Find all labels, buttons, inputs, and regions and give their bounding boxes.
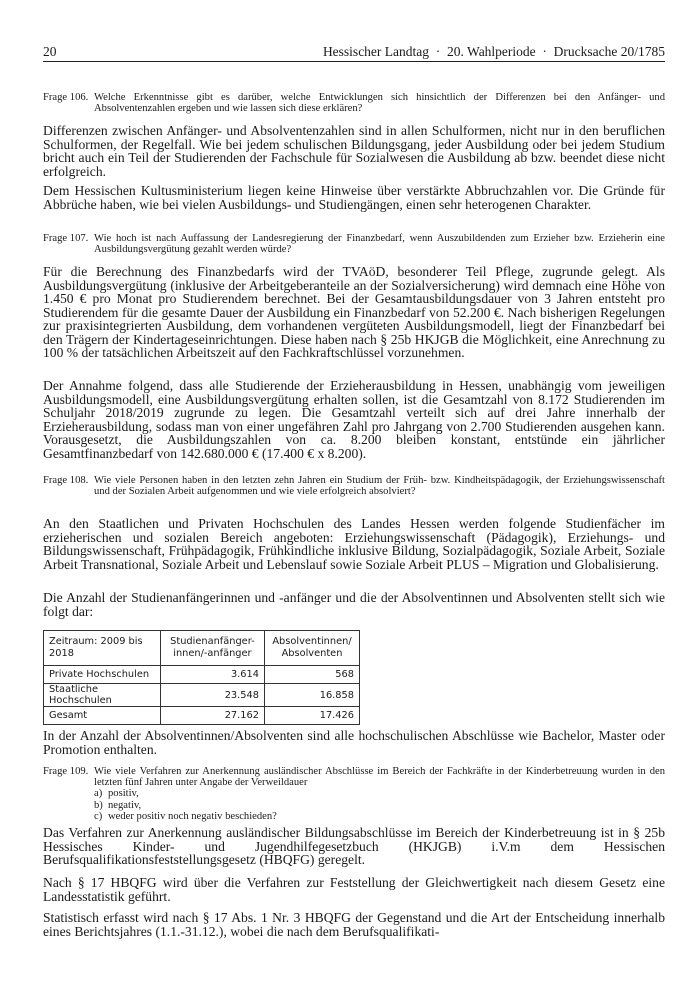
question-text: Welche Erkenntnisse gibt es darüber, welche Entwicklungen sich hinsichtlich der Differenzen bei den Anfänger- und Absolventenzahlen ergeben und wie lassen sich diese erklären? [94,92,665,115]
answer-paragraph: Für die Berechnung des Finanzbedarfs wird der TVAöD, besonderer Teil Pflege, zugrunde gelegt. Als Ausbildungsvergütung (inklusive der Arbeitgeberanteile an der Sozialversicherung) wird demnach eine Höhe von 1.450 € pro Monat pro Studierendem berechnet. Bei der Gesamtausbildungsdauer von 3 Jahren entsteht pro Studierendem für die gesamte Dauer der Ausbildung ein Finanzbedarf von 52.200 €. Nach bisherigen Regelungen zur praxisintegrierten Ausbildung, dem vorhandenen vergüteten Ausbildungsmodell, liegt der Finanzbedarf bei den Trägern der Kindertageseinrichtungen. Diese haben nach § 25b HKJGB die Möglichkeit, eine Anrechnung zu 100 % der tatsächlichen Arbeitszeit auf den Fachkraftschlüssel vorzunehmen. [43,264,665,360]
table-cell: 3.614 [160,666,264,684]
question-sub-list [94,788,665,822]
list-item [94,788,665,799]
running-title: Hessischer Landtag · 20. Wahlperiode · Drucksache 20/1785 [322,44,665,59]
list-letter: c) [94,810,103,822]
list-text: weder positiv noch negativ beschieden? [108,810,277,822]
answer-paragraph: Dem Hessischen Kultusministerium liegen keine Hinweise über verstärkte Abbruchzahlen vor. Die Gründe für Abbrüche haben, wie bei vielen Ausbildungs- und Studiengängen, einen sehr heterogenen Charakter. [43,183,665,212]
header-rule [43,61,665,62]
question-108 [43,475,665,497]
question-107 [43,233,665,255]
list-text: negativ, [108,799,142,811]
list-item [94,800,665,811]
table-cell: 17.426 [264,707,359,725]
question-text: Wie hoch ist nach Auffassung der Landesregierung der Finanzbedarf, wenn Auszubildenden zum Erzieher bzw. Erzieherin eine Ausbildungsvergütung gezahlt werden würde? [94,233,665,256]
answer-paragraph: Der Annahme folgend, dass alle Studierende der Erzieherausbildung in Hessen, unabhängig vom jeweiligen Ausbildungsmodell, eine Ausbildungsvergütung erhalten sollen, ist die Gesamtzahl von 8.172 Studierenden im Schuljahr 2018/2019 zugrunde zu legen. Die Gesamtzahl verteilt sich auf drei Jahre innerhalb der Erzieherausbildung, sodass man von einer ungefähren Zahl pro Jahrgang von 2.700 Studierenden ausgehen kann. Vorausgesetzt, die Ausbildungszahlen von ca. 8.200 bleiben konstant, entstünde ein jährlicher Gesamtfinanzbedarf von 142.680.000 € (17.400 € x 8.200). [43,378,665,461]
column-header: Zeitraum: 2009 bis 2018 [44,631,161,666]
answer-paragraph: An den Staatlichen und Privaten Hochschulen des Landes Hessen werden folgende Studienfächer im erzieherischen und sozialen Bereich angeboten: Erziehungswissenschaft (Pädagogik), Erziehungs- und Bildungswissenschaft, Frühpädagogik, Frühkindliche inklusive Bildung, Sozialpädagogik, Soziale Arbeit, Soziale Arbeit Transnational, Soziale Arbeit und Lebenslauf sowie Soziale Arbeit PLUS – Migration und Globalisierung. [43,516,665,572]
list-item [94,811,665,822]
table-cell: 16.858 [264,684,359,707]
table-row [44,707,360,725]
table-header-row [44,631,360,666]
question-label: Frage 109. [43,766,89,777]
question-106 [43,92,665,114]
table-cell: 568 [264,666,359,684]
table-row [44,666,360,684]
list-letter: a) [94,788,103,800]
answer-paragraph: Nach § 17 HBQFG wird über die Verfahren zur Feststellung der Gleichwertigkeit nach diesem Gesetz eine Landesstatistik geführt. [43,875,665,904]
question-109 [43,766,665,822]
table-cell: 23.548 [160,684,264,707]
page-header [43,44,665,60]
page-number: 20 [43,44,57,59]
question-text [94,766,665,822]
question-text-body: Wie viele Verfahren zur Anerkennung ausländischer Abschlüsse im Bereich der Fachkräfte in der Kinderbetreuung wurden in den letzten fünf Jahren unter Angabe der Verweildauer [94,766,665,789]
question-label: Frage 107. [43,233,89,244]
table-cell: 27.162 [160,707,264,725]
table-cell: Gesamt [44,707,161,725]
table-row [44,684,360,707]
list-text: positiv, [108,788,139,800]
column-header: Studienanfänger-innen/-anfänger [160,631,264,666]
table-cell: Private Hochschulen [44,666,161,684]
answer-paragraph: Differenzen zwischen Anfänger- und Absolventenzahlen sind in allen Schulformen, nicht nur in den beruflichen Schulformen, der Regelfall. Wie bei jedem schulischen Bildungsgang, jeder Ausbildung oder bei jedem Studium bricht auch ein Teil der Studierenden der Fachschule für Sozialwesen die Ausbildung ab bzw. beendet diese nicht erfolgreich. [43,123,665,179]
question-label: Frage 108. [43,475,89,486]
list-letter: b) [94,799,103,811]
question-text: Wie viele Personen haben in den letzten zehn Jahren ein Studium der Früh- bzw. Kindheitspädagogik, der Erziehungswissenschaft und der Sozialen Arbeit aufgenommen und wie viele erfolgreich absolviert? [94,475,665,498]
column-header: Absolventinnen/ Absolventen [264,631,359,666]
question-label: Frage 106. [43,92,89,103]
table-cell: Staatliche Hochschulen [44,684,161,707]
answer-paragraph: Statistisch erfasst wird nach § 17 Abs. 1 Nr. 3 HBQFG der Gegenstand und die Art der Entscheidung innerhalb eines Berichtsjahres (1.1.-31.12.), wobei die nach dem Berufsqualifikati- [43,910,665,939]
statistics-table [43,630,360,725]
answer-paragraph: In der Anzahl der Absolventinnen/Absolventen sind alle hochschulischen Abschlüsse wie Bachelor, Master oder Promotion enthalten. [43,728,665,757]
answer-paragraph: Das Verfahren zur Anerkennung ausländischer Bildungsabschlüsse im Bereich der Kinderbetreuung ist in § 25b Hessisches Kinder- und Jugendhilfegesetzbuch (HKJGB) i.V.m dem Hessischen Berufsqualifikationsfeststellungsgesetz (HBQFG) geregelt. [43,825,665,867]
answer-paragraph: Die Anzahl der Studienanfängerinnen und -anfänger und die der Absolventinnen und Absolventen stellt sich wie folgt dar: [43,590,665,619]
